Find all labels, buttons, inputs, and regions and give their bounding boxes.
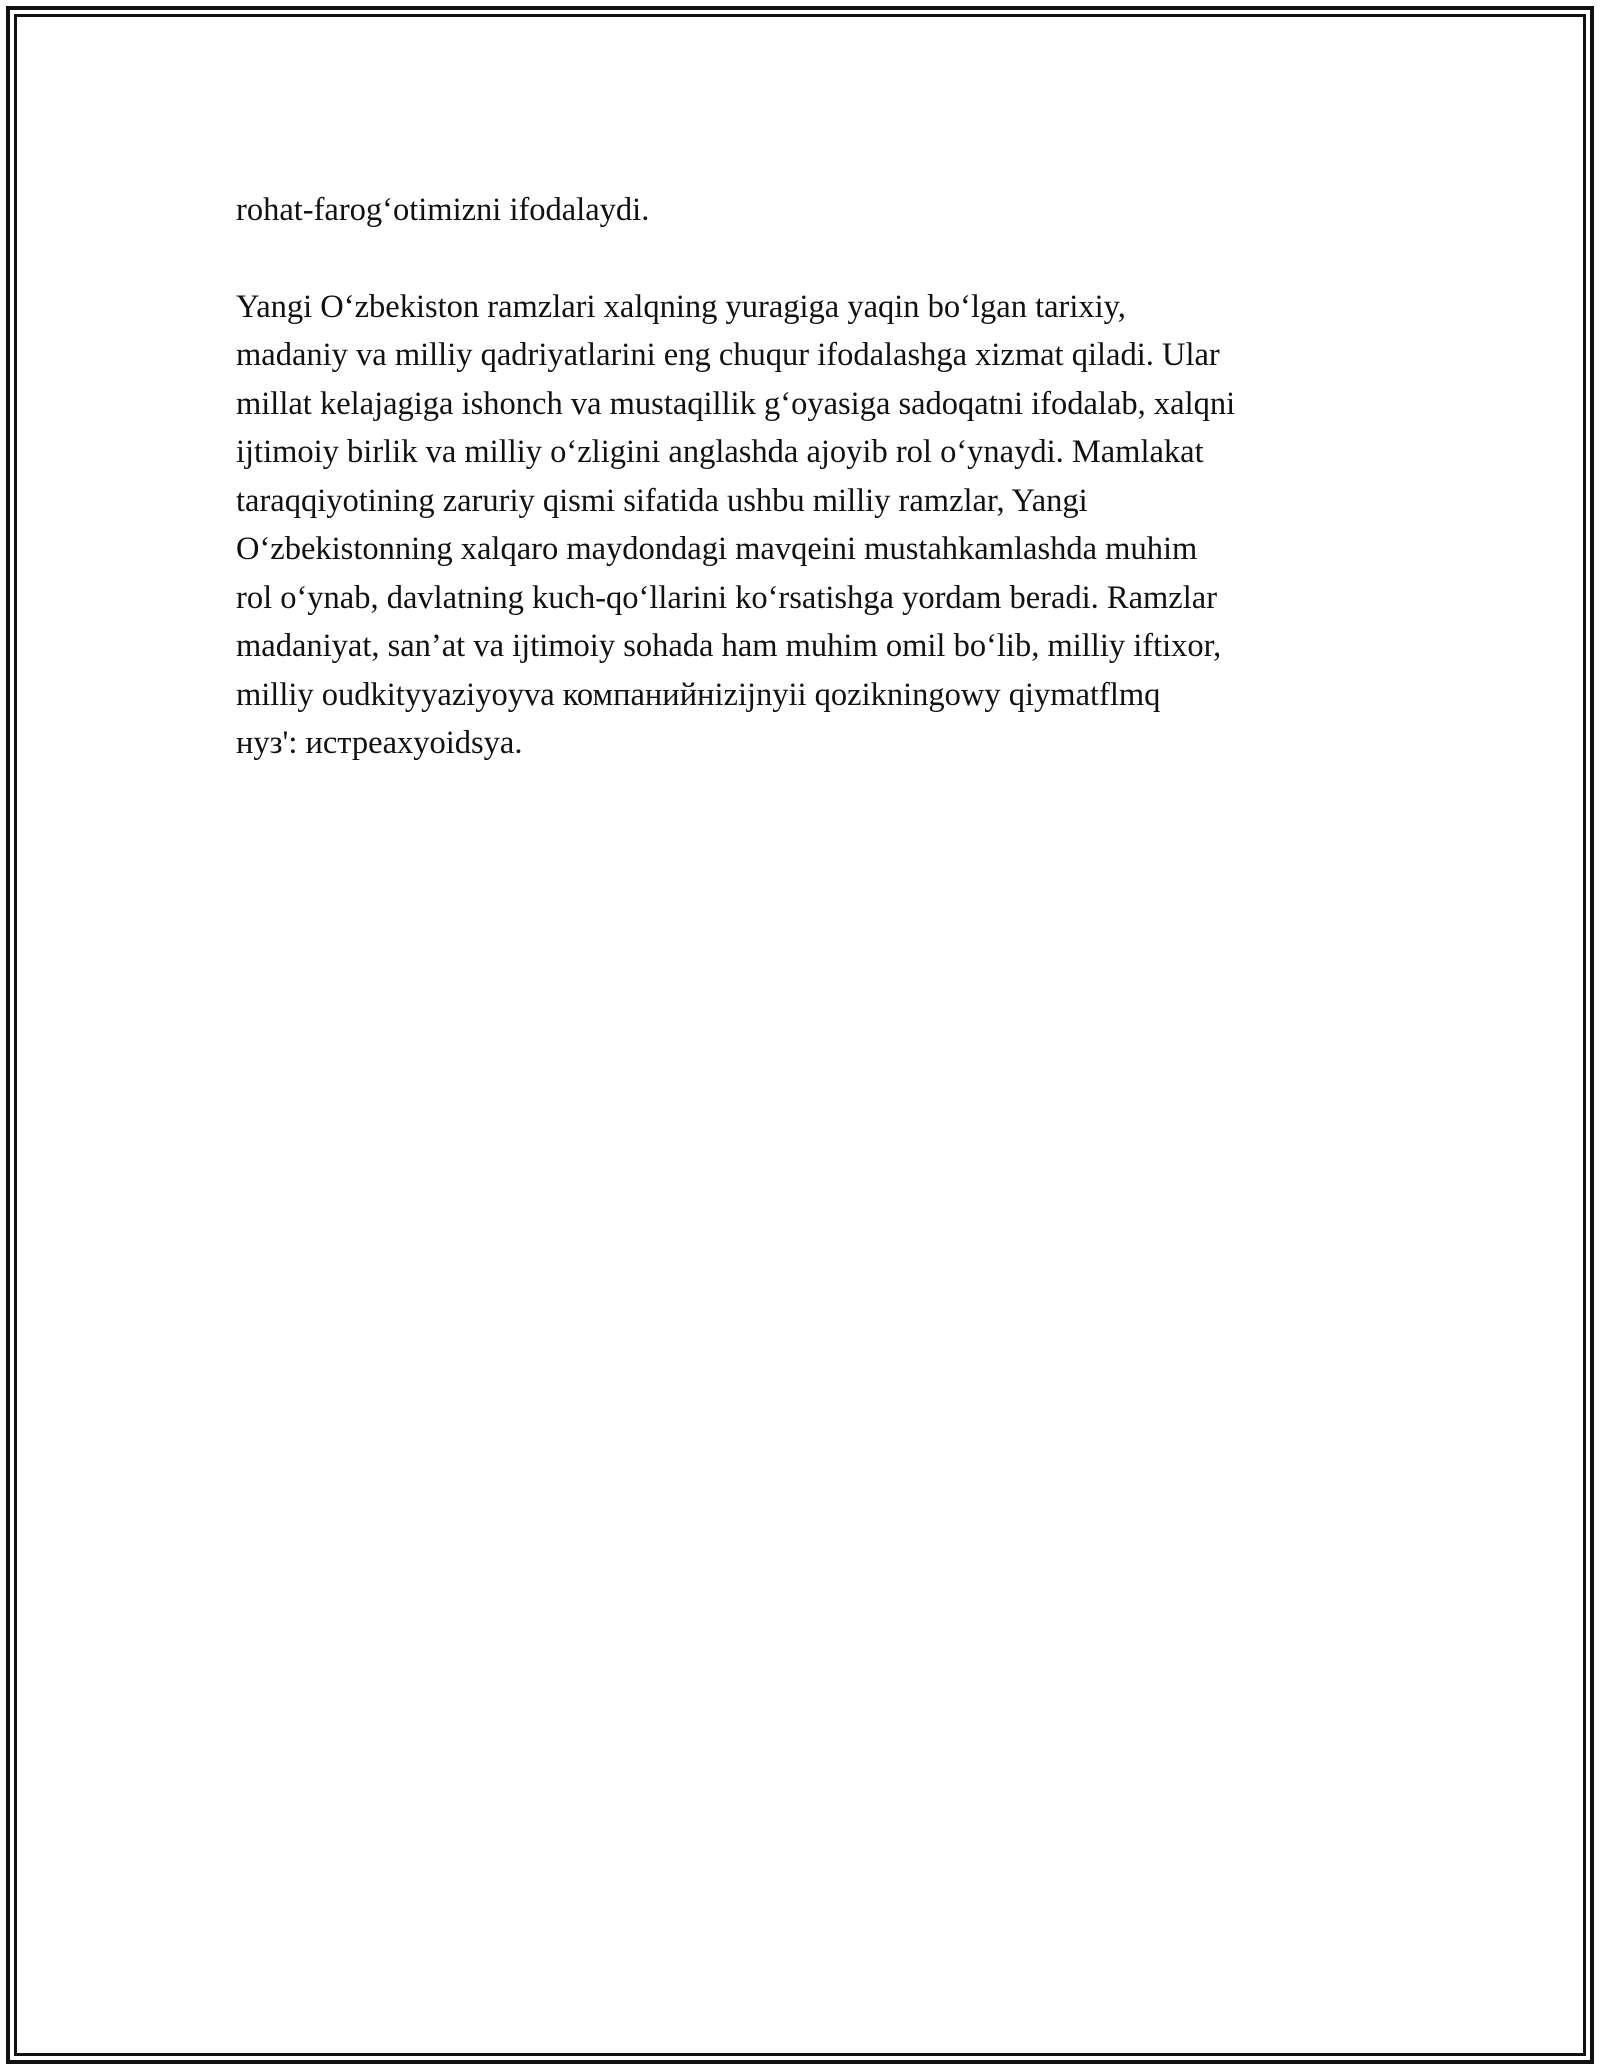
text-line: Yangi O‘zbekiston ramzlari xalqning yuragiga yaqin bo‘lgan tarixiy, [236, 288, 1126, 325]
text-line: rohat-farog‘otimizni ifodalaydi. [236, 192, 650, 228]
paragraph-2 [236, 283, 1376, 768]
paragraph-1 [236, 186, 1376, 235]
text-line: ijtimoiy birlik va milliy o‘zligini anglashda ajoyib rol o‘ynaydi. Mamlakat [236, 434, 1204, 470]
text-line: millat kelajagiga ishonch va mustaqillik g‘oyasiga sadoqatni ifodalab, xalqni [236, 385, 1236, 422]
text-line: rol o‘ynab, davlatning kuch-qo‘llarini ko‘rsatishga yordam beradi. Ramzlar [236, 579, 1218, 616]
text-line: madaniyat, san’at va ijtimoiy sohada ham muhim omil bo‘lib, milliy iftixor, [236, 628, 1222, 664]
text-line: milliy oudkityyaziyoyva компанийнizijnyii qozikningowy qiymatflmq [236, 676, 1161, 713]
text-line: нуз': истреaxyoidsya. [236, 725, 523, 761]
text-line: madaniy va milliy qadriyatlarini eng chuqur ifodalashga xizmat qiladi. Ular [236, 337, 1220, 373]
paragraph-spacer [236, 235, 1376, 283]
document-body [236, 186, 1376, 768]
text-line: O‘zbekistonning xalqaro maydondagi mavqeini mustahkamlashda muhim [236, 531, 1198, 567]
text-line: taraqqiyotining zaruriy qismi sifatida ushbu milliy ramzlar, Yangi [236, 482, 1088, 519]
